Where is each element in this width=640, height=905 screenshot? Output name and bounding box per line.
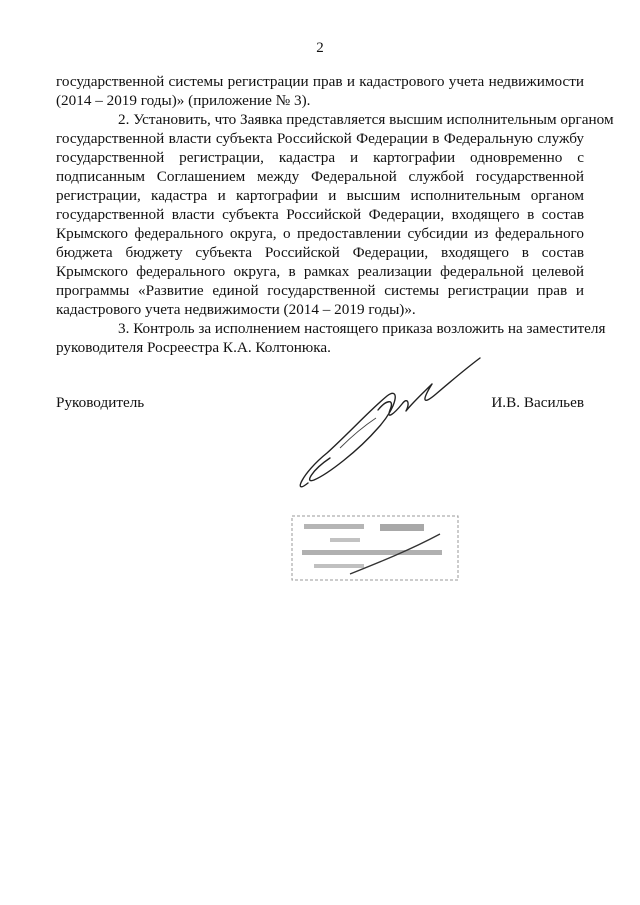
text-line: бюджета бюджету субъекта Российской Федерации, входящего в состав — [56, 244, 584, 261]
text-line: государственной системы регистрации прав и кадастрового учета недвижимости — [56, 73, 584, 90]
text-line: государственной власти субъекта Российской Федерации, входящего в состав — [56, 206, 584, 223]
text-line: 2. Установить, что Заявка представляется высшим исполнительным органом — [118, 111, 614, 128]
text-line: Крымского федерального округа, в рамках реализации федеральной целевой — [56, 263, 584, 280]
certification-stamp — [290, 512, 460, 584]
handwritten-signature — [282, 348, 492, 498]
text-line: Крымского федерального округа, о предоставлении субсидии из федерального — [56, 225, 584, 242]
text-line: руководителя Росреестра К.А. Колтонюка. — [56, 339, 331, 356]
text-line: регистрации, кадастра и картографии и высшим исполнительным органом — [56, 187, 584, 204]
signatory-name: И.В. Васильев — [491, 394, 584, 411]
text-line: кадастрового учета недвижимости (2014 – 2019 годы)». — [56, 301, 416, 318]
text-line: программы «Развитие единой государственной системы регистрации прав и — [56, 282, 584, 299]
text-line: 3. Контроль за исполнением настоящего приказа возложить на заместителя — [118, 320, 606, 337]
page-number: 2 — [316, 40, 324, 56]
signatory-position: Руководитель — [56, 394, 145, 411]
text-line: государственной власти субъекта Российской Федерации в Федеральную службу — [56, 130, 584, 147]
text-line: (2014 – 2019 годы)» (приложение № 3). — [56, 92, 311, 109]
text-line: государственной регистрации, кадастра и картографии одновременно с — [56, 149, 584, 166]
text-line: подписанным Соглашением между Федеральной службой государственной — [56, 168, 584, 185]
